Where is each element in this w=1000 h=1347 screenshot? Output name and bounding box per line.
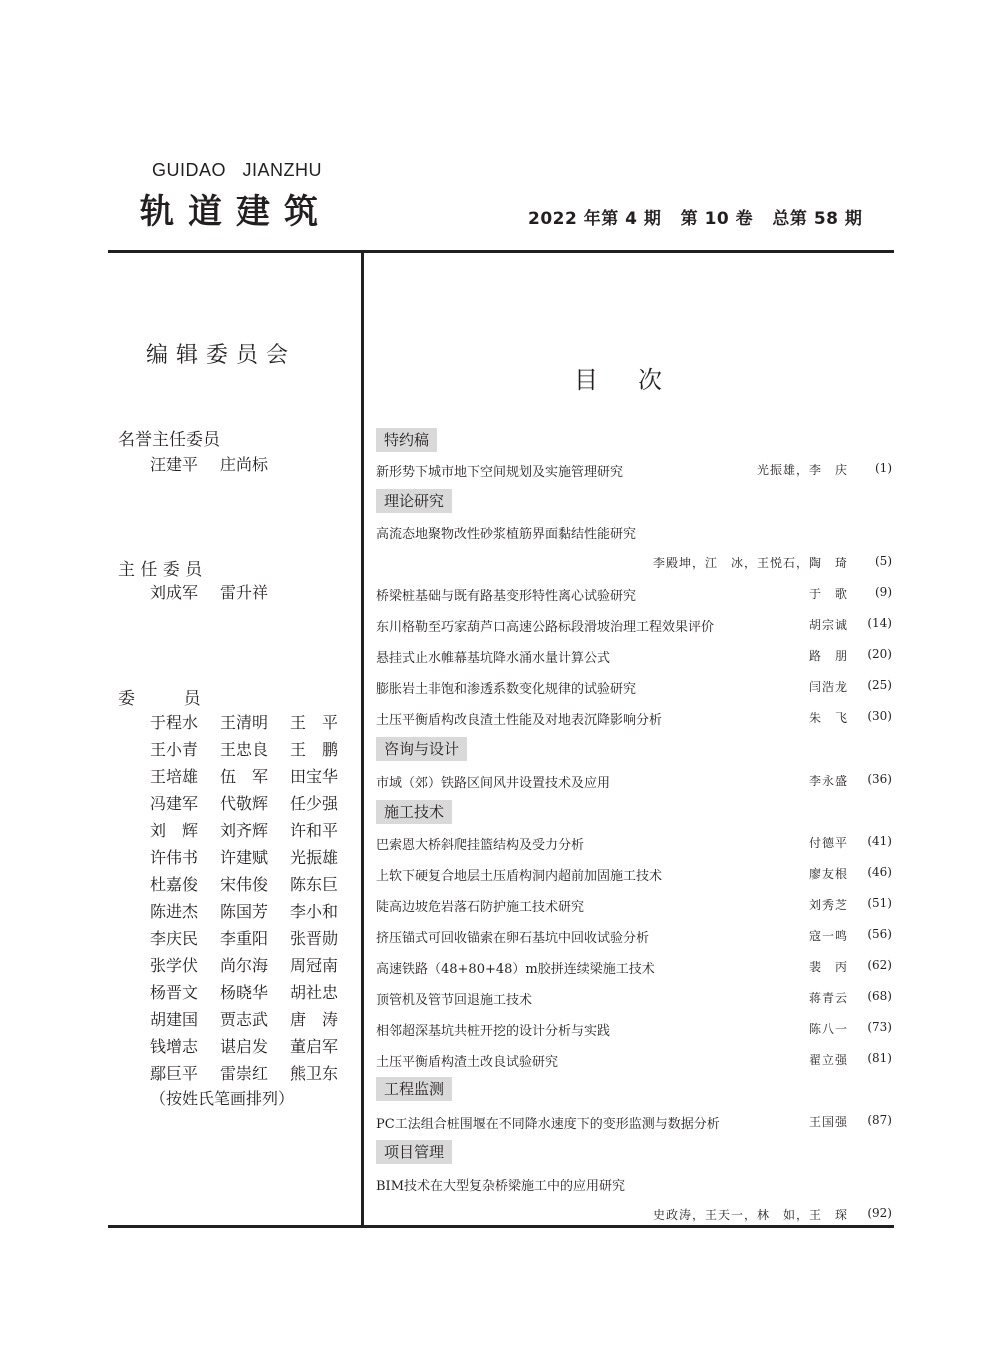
- toc-entry-authors: 李殿坤，江 冰，王悦石，陶 琦: [652, 556, 848, 570]
- toc-entry-title[interactable]: 高速铁路（48+80+48）m胶拼连续梁施工技术: [376, 962, 655, 977]
- member-row: [150, 1034, 360, 1057]
- member-name: 鄢巨平: [150, 1064, 199, 1083]
- member-name: 王小青: [150, 740, 199, 759]
- toc-entry-title[interactable]: 高流态地聚物改性砂浆植筋界面黏结性能研究: [376, 527, 637, 542]
- member-row: [150, 1007, 360, 1030]
- member-name: 张晋勋: [290, 929, 339, 948]
- member-name: 陈进杰: [150, 902, 199, 921]
- toc-entry-page: (41): [867, 834, 892, 848]
- toc-entry-page: (68): [867, 989, 892, 1003]
- member-row: [150, 737, 360, 760]
- member-name: 雷升祥: [220, 583, 269, 602]
- toc-entry-title[interactable]: 陡高边坡危岩落石防护施工技术研究: [376, 900, 585, 915]
- honorary-chair-label: 名誉主任委员: [118, 430, 220, 450]
- toc-entry-authors: 廖友根: [808, 867, 848, 881]
- member-name: 尚尔海: [220, 956, 269, 975]
- member-name: 贾志武: [220, 1010, 269, 1029]
- toc-section-label: 特约稿: [376, 428, 437, 452]
- member-name: 庄尚标: [220, 455, 269, 474]
- member-name: 冯建军: [150, 794, 199, 813]
- issue-info: 2022 年第 4 期 第 10 卷 总第 58 期: [528, 209, 863, 229]
- member-row: [150, 953, 360, 976]
- toc-entry-authors: 陈八一: [808, 1022, 848, 1036]
- member-name: 田宝华: [290, 767, 339, 786]
- member-name: 熊卫东: [290, 1064, 339, 1083]
- toc-section-label: 咨询与设计: [376, 737, 467, 761]
- toc-entry-title[interactable]: 挤压锚式可回收锚索在卵石基坑中回收试验分析: [376, 931, 650, 946]
- toc-entry-page: (9): [875, 585, 892, 599]
- member-name: 王 鹏: [290, 740, 339, 759]
- toc-section-label: 理论研究: [376, 489, 452, 513]
- toc-entry-title[interactable]: 相邻超深基坑共桩开挖的设计分析与实践: [376, 1024, 611, 1039]
- toc-entry-title[interactable]: 顶管机及管节回退施工技术: [376, 993, 533, 1008]
- members-label: 委 员: [118, 689, 201, 709]
- toc-entry-title[interactable]: 巴索恩大桥斜爬挂篮结构及受力分析: [376, 838, 585, 853]
- member-name: 唐 涛: [290, 1010, 339, 1029]
- toc-entry-title[interactable]: 市域（郊）铁路区间风井设置技术及应用: [376, 776, 611, 791]
- member-name: 王忠良: [220, 740, 269, 759]
- journal-pinyin: GUIDAO JIANZHU: [152, 160, 323, 180]
- member-name: 光振雄: [290, 848, 339, 867]
- member-row: [150, 980, 360, 1003]
- member-name: 汪建平: [150, 455, 199, 474]
- toc-entry-authors: 闫浩龙: [808, 680, 848, 694]
- bottom-rule: [108, 1225, 894, 1228]
- member-name: 谌启发: [220, 1037, 269, 1056]
- toc-entry-page: (14): [867, 616, 892, 630]
- toc-entry-authors: 于 歌: [808, 587, 848, 601]
- toc-entry-page: (87): [867, 1113, 892, 1127]
- toc-section-label: 工程监测: [376, 1077, 452, 1101]
- toc-entry-page: (25): [867, 678, 892, 692]
- chair-members: [150, 580, 290, 603]
- toc-entry-page: (92): [867, 1206, 892, 1220]
- toc-entry-authors: 李永盛: [808, 774, 848, 788]
- toc-entry-page: (36): [867, 772, 892, 786]
- chair-label: 主 任 委 员: [118, 560, 203, 580]
- editorial-board-title: 编辑委员会: [146, 343, 297, 368]
- toc-entry-page: (62): [867, 958, 892, 972]
- toc-entry-authors: 史政涛，王天一，林 如，王 琛: [652, 1208, 848, 1222]
- toc-entry-title[interactable]: 东川格勒至巧家葫芦口高速公路标段滑坡治理工程效果评价: [376, 620, 715, 635]
- member-row: [150, 1061, 360, 1084]
- member-name: 代敬辉: [220, 794, 269, 813]
- member-name: 王培雄: [150, 767, 199, 786]
- member-name: 李小和: [290, 902, 339, 921]
- member-row: [150, 926, 360, 949]
- toc-entry-page: (5): [875, 554, 892, 568]
- toc-entry-authors: 翟立强: [808, 1053, 848, 1067]
- member-name: 董启军: [290, 1037, 339, 1056]
- toc-entry-authors: 路 朋: [808, 649, 848, 663]
- member-name: 杨晋文: [150, 983, 199, 1002]
- member-row: [150, 791, 360, 814]
- honorary-chair-members: [150, 452, 290, 475]
- toc-entry-page: (56): [867, 927, 892, 941]
- toc-entry-authors: 朱 飞: [808, 711, 848, 725]
- member-name: 胡建国: [150, 1010, 199, 1029]
- member-row: [150, 845, 360, 868]
- toc-title: 目次: [574, 366, 702, 394]
- toc-entry-page: (20): [867, 647, 892, 661]
- toc-entry-authors: 王国强: [808, 1115, 848, 1129]
- toc-entry-authors: 寇一鸣: [808, 929, 848, 943]
- toc-section-label: 施工技术: [376, 800, 452, 824]
- toc-entry-authors: 光振雄，李 庆: [756, 463, 848, 477]
- member-name: 钱增志: [150, 1037, 199, 1056]
- member-name: 王清明: [220, 713, 269, 732]
- member-name: 刘齐辉: [220, 821, 269, 840]
- member-name: 李庆民: [150, 929, 199, 948]
- member-name: 陈国芳: [220, 902, 269, 921]
- toc-entry-title[interactable]: 膨胀岩土非饱和渗透系数变化规律的试验研究: [376, 682, 637, 697]
- member-name: 周冠南: [290, 956, 339, 975]
- top-rule: [108, 250, 894, 253]
- toc-entry-page: (73): [867, 1020, 892, 1034]
- member-row: [150, 710, 360, 733]
- member-name: 张学伏: [150, 956, 199, 975]
- member-name: 许建赋: [220, 848, 269, 867]
- member-name: 雷崇红: [220, 1064, 269, 1083]
- toc-entry-page: (81): [867, 1051, 892, 1065]
- member-name: 杜嘉俊: [150, 875, 199, 894]
- member-name: 许和平: [290, 821, 339, 840]
- member-name: 许伟书: [150, 848, 199, 867]
- member-name: 李重阳: [220, 929, 269, 948]
- member-row: [150, 764, 360, 787]
- toc-entry-authors: 裴 丙: [808, 960, 848, 974]
- member-row: [150, 818, 360, 841]
- column-divider: [361, 250, 364, 1228]
- toc-entry-authors: 付德平: [808, 836, 848, 850]
- toc-section-label: 项目管理: [376, 1140, 452, 1164]
- member-row: [150, 899, 360, 922]
- member-name: 刘成军: [150, 583, 199, 602]
- member-name: 刘 辉: [150, 821, 199, 840]
- toc-entry-authors: 刘秀芝: [808, 898, 848, 912]
- member-row: [150, 872, 360, 895]
- toc-entry-title[interactable]: 新形势下城市地下空间规划及实施管理研究: [376, 465, 624, 480]
- toc-entry-title[interactable]: BIM技术在大型复杂桥梁施工中的应用研究: [376, 1179, 625, 1194]
- member-name: 宋伟俊: [220, 875, 269, 894]
- board-note: （按姓氏笔画排列）: [150, 1089, 295, 1108]
- toc-entry-page: (46): [867, 865, 892, 879]
- member-name: 杨晓华: [220, 983, 269, 1002]
- toc-entry-title[interactable]: 桥梁桩基础与既有路基变形特性离心试验研究: [376, 589, 637, 604]
- toc-entry-title[interactable]: 土压平衡盾构渣土改良试验研究: [376, 1055, 559, 1070]
- member-name: 于程水: [150, 713, 199, 732]
- toc-entry-title[interactable]: 土压平衡盾构改良渣土性能及对地表沉降影响分析: [376, 713, 663, 728]
- toc-entry-page: (1): [875, 461, 892, 475]
- toc-entry-authors: 蒋青云: [808, 991, 848, 1005]
- member-name: 胡社忠: [290, 983, 339, 1002]
- member-name: 伍 军: [220, 767, 269, 786]
- toc-entry-page: (30): [867, 709, 892, 723]
- toc-entry-title[interactable]: 上软下硬复合地层土压盾构洞内超前加固施工技术: [376, 869, 663, 884]
- toc-entry-page: (51): [867, 896, 892, 910]
- toc-entry-title[interactable]: PC工法组合桩围堰在不同降水速度下的变形监测与数据分析: [376, 1117, 720, 1132]
- toc-entry-title[interactable]: 悬挂式止水帷幕基坑降水涌水量计算公式: [376, 651, 611, 666]
- toc-entry-authors: 胡宗诚: [808, 618, 848, 632]
- journal-title: 轨道建筑: [140, 192, 332, 232]
- member-name: 陈东巨: [290, 875, 339, 894]
- member-name: 王 平: [290, 713, 339, 732]
- member-name: 任少强: [290, 794, 339, 813]
